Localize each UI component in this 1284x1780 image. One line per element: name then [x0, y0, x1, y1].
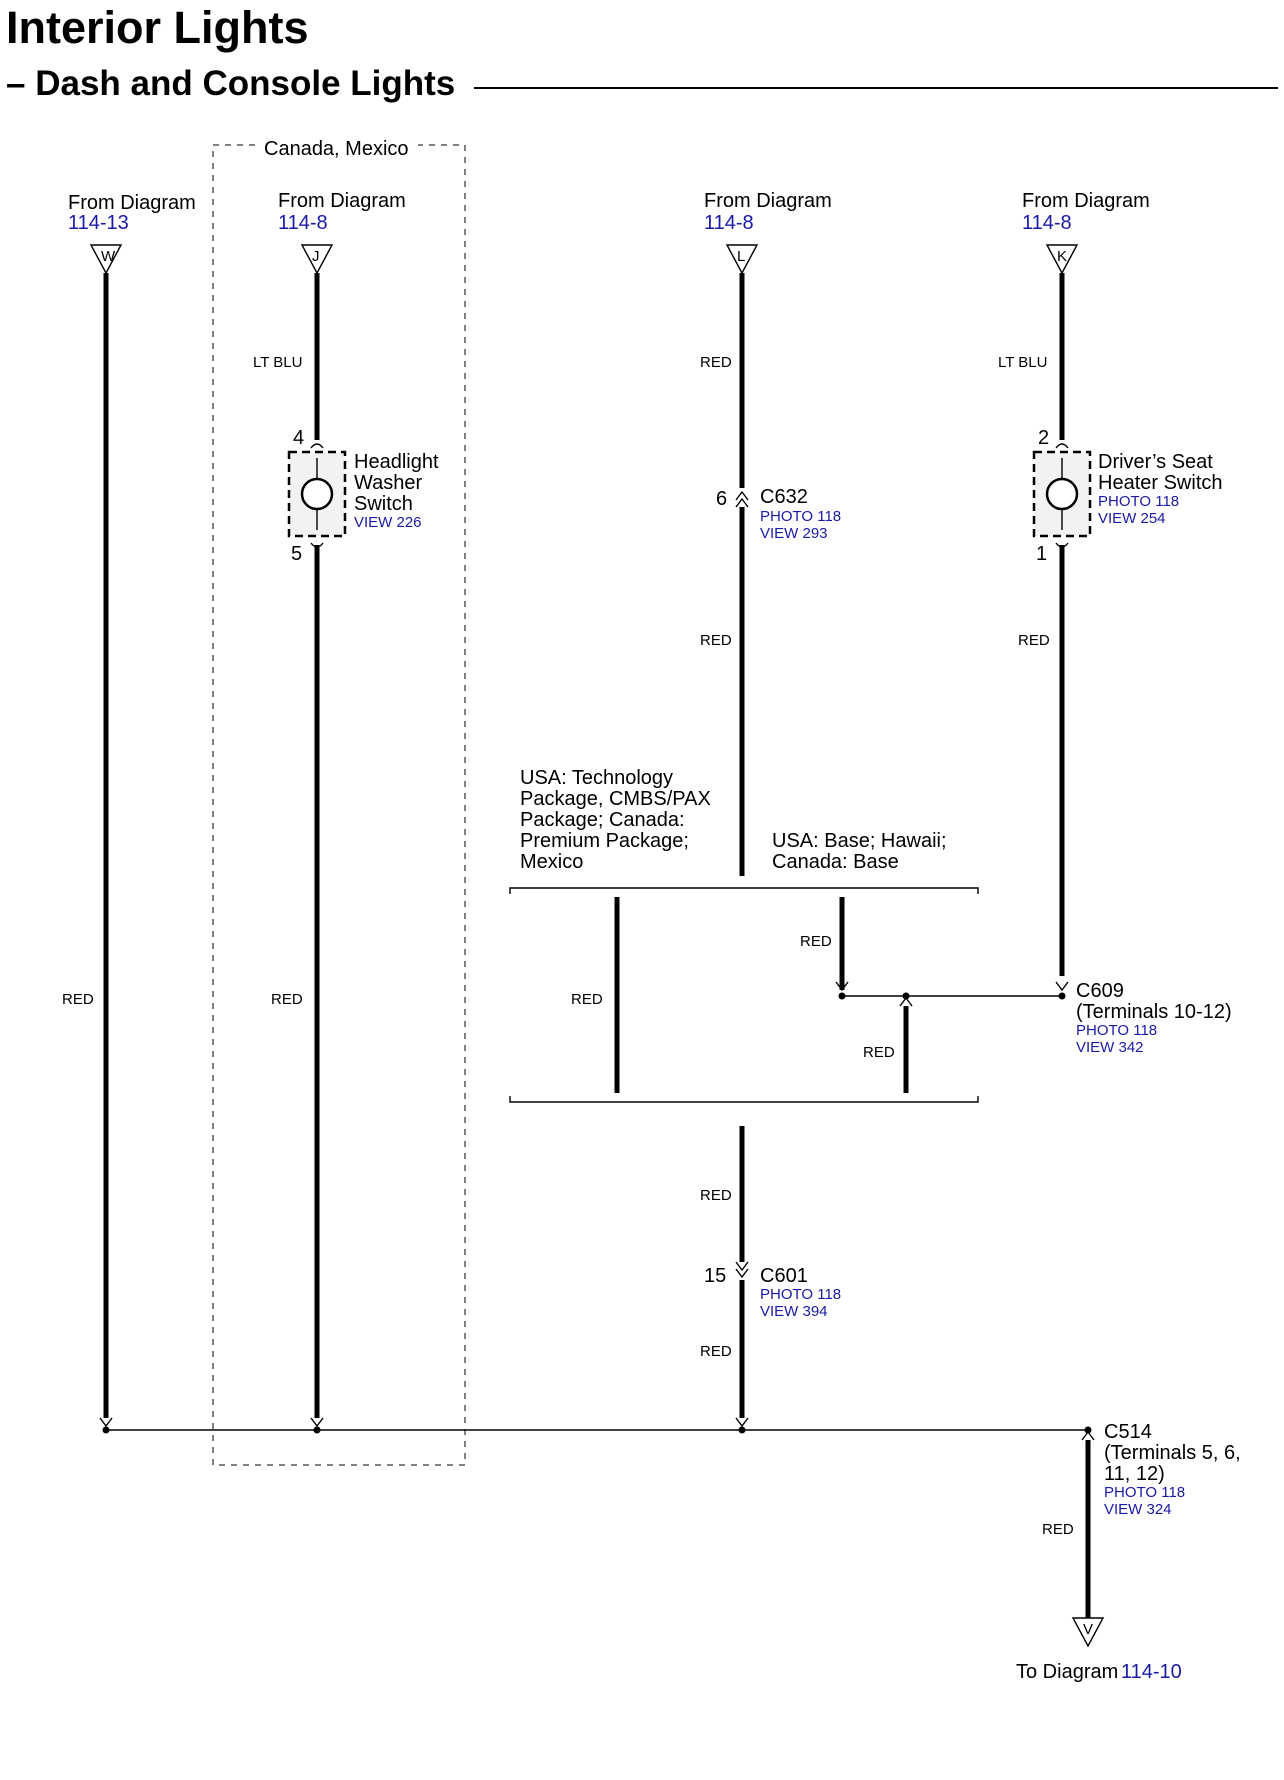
dsh-view-link[interactable]: VIEW 254: [1098, 510, 1166, 527]
option-bracket-top: [510, 888, 978, 894]
page-title: Interior Lights: [6, 2, 309, 53]
wire-l-bottom-label: RED: [700, 1343, 732, 1360]
option-bracket-bottom: [510, 1096, 978, 1102]
c514-terminals-line-1: (Terminals 5, 6,: [1104, 1442, 1241, 1464]
hws-pin-bottom: 5: [291, 543, 303, 565]
source-j-ref-link[interactable]: 114-8: [278, 212, 328, 234]
source-j-from: From Diagram: [278, 190, 406, 212]
source-k-ref-link[interactable]: 114-8: [1022, 212, 1072, 234]
c609-photo-link[interactable]: PHOTO 118: [1076, 1022, 1158, 1039]
option-left-line-3: Package; Canada:: [520, 809, 685, 831]
wire-option-right-label: RED: [800, 933, 832, 950]
c601-connector-icon: [736, 1262, 748, 1277]
source-k-letter: K: [1057, 248, 1068, 265]
hws-name-line-2: Washer: [354, 472, 423, 494]
option-left-line-1: USA: Technology: [520, 767, 674, 789]
region-label: Canada, Mexico: [264, 138, 409, 160]
wire-c514-red-label: RED: [1042, 1521, 1074, 1538]
option-left-line-2: Package, CMBS/PAX: [520, 788, 711, 810]
c632-connector-icon: [736, 492, 748, 507]
c601-pin: 15: [704, 1265, 727, 1287]
dsh-switch-icon: [1047, 479, 1077, 509]
c514-name: C514: [1104, 1421, 1152, 1443]
c514-photo-link[interactable]: PHOTO 118: [1104, 1484, 1186, 1501]
source-k-from: From Diagram: [1022, 190, 1150, 212]
dsh-name-line-2: Heater Switch: [1098, 472, 1223, 494]
hws-terminal-top: [311, 444, 323, 448]
wire-k-color-label: LT BLU: [998, 354, 1048, 371]
c632-pin: 6: [716, 488, 728, 510]
c609-view-link[interactable]: VIEW 342: [1076, 1039, 1144, 1056]
dest-ref-link[interactable]: 114-10: [1121, 1661, 1182, 1683]
c601-photo-link[interactable]: PHOTO 118: [760, 1286, 842, 1303]
c632-view-link[interactable]: VIEW 293: [760, 525, 828, 542]
dest-to: To Diagram: [1016, 1661, 1119, 1683]
source-l-ref-link[interactable]: 114-8: [704, 212, 754, 234]
option-left-line-4: Premium Package;: [520, 830, 689, 852]
wire-l-mid-label: RED: [700, 632, 732, 649]
hws-view-link[interactable]: VIEW 226: [354, 514, 422, 531]
bus-terminal-w: [100, 1418, 112, 1426]
wire-k-red-label: RED: [1018, 632, 1050, 649]
wire-j-color-label: LT BLU: [253, 354, 303, 371]
dsh-pin-top: 2: [1038, 427, 1050, 449]
dsh-terminal-top: [1056, 444, 1068, 448]
source-w-from: From Diagram: [68, 192, 196, 214]
source-j-letter: J: [312, 248, 320, 265]
c632-name: C632: [760, 486, 808, 508]
c632-photo-link[interactable]: PHOTO 118: [760, 508, 842, 525]
c609-name: C609: [1076, 980, 1124, 1002]
option-right-line-1: USA: Base; Hawaii;: [772, 830, 947, 852]
wire-c609-down-label: RED: [863, 1044, 895, 1061]
canada-mexico-region-box: [213, 145, 465, 1465]
dsh-photo-link[interactable]: PHOTO 118: [1098, 493, 1180, 510]
hws-name-line-1: Headlight: [354, 451, 439, 473]
option-right-line-2: Canada: Base: [772, 851, 899, 873]
c609-junction-c: [1059, 993, 1066, 1000]
wire-j-red-label: RED: [271, 991, 303, 1008]
bus-terminal-j: [311, 1418, 323, 1426]
wire-option-left-label: RED: [571, 991, 603, 1008]
hws-name-line-3: Switch: [354, 493, 413, 515]
dsh-name-line-1: Driver’s Seat: [1098, 451, 1213, 473]
hws-switch-icon: [302, 479, 332, 509]
wire-l-lower-label: RED: [700, 1187, 732, 1204]
c514-terminals-line-2: 11, 12): [1104, 1463, 1165, 1485]
source-l-from: From Diagram: [704, 190, 832, 212]
bus-terminal-l: [736, 1418, 748, 1426]
c601-name: C601: [760, 1265, 808, 1287]
wire-l-color-label: RED: [700, 354, 732, 371]
source-w-letter: W: [101, 248, 116, 265]
subtitle-text: Dash and Console Lights: [35, 64, 456, 103]
dsh-pin-bottom: 1: [1036, 543, 1048, 565]
option-left-line-5: Mexico: [520, 851, 584, 873]
wire-w-color-label: RED: [62, 991, 94, 1008]
c601-view-link[interactable]: VIEW 394: [760, 1303, 828, 1320]
dest-v-letter: V: [1083, 1621, 1094, 1638]
source-w-ref-link[interactable]: 114-13: [68, 212, 129, 234]
c514-view-link[interactable]: VIEW 324: [1104, 1501, 1172, 1518]
source-l-letter: L: [737, 248, 746, 265]
hws-pin-top: 4: [293, 427, 305, 449]
c609-terminals: (Terminals 10-12): [1076, 1001, 1232, 1023]
c609-terminal-c: [1056, 982, 1068, 990]
subtitle-dash: –: [6, 64, 36, 103]
